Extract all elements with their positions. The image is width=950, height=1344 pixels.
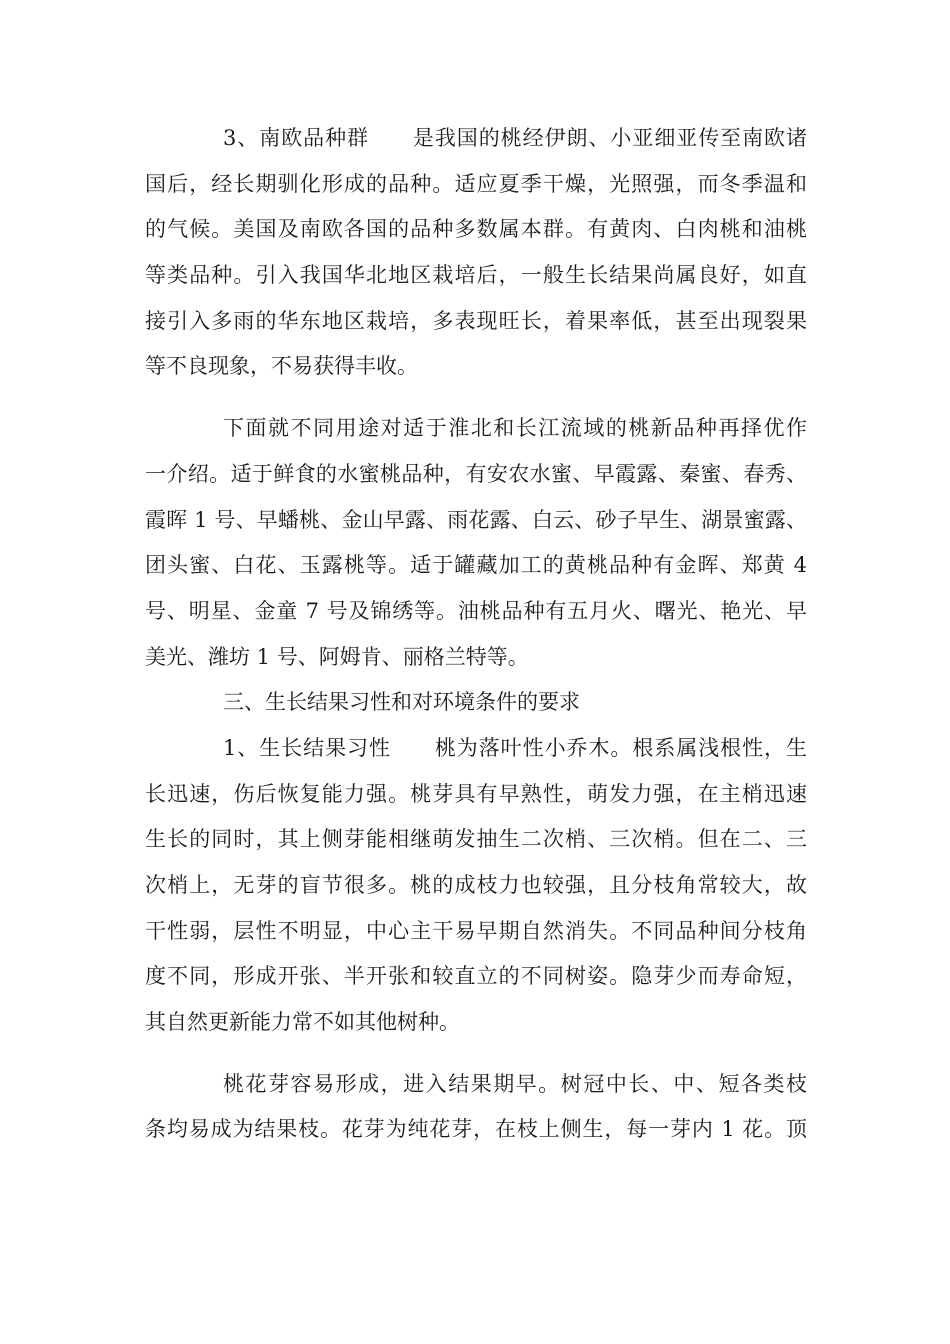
- paragraph-growth-habit: [145, 726, 807, 1046]
- text-line: 号、明星、金童 7 号及锦绣等。油桃品种有五月火、曙光、艳光、早: [145, 598, 807, 623]
- text-line: 桃花芽容易形成，进入结果期早。树冠中长、中、短各类枝: [223, 1071, 807, 1096]
- paragraph-south-europe-group: [145, 116, 807, 390]
- text-line: 条均易成为结果枝。花芽为纯花芽，在枝上侧生，每一芽内 1 花。顶: [145, 1117, 807, 1142]
- text-line: 其自然更新能力常不如其他树种。: [145, 1010, 460, 1035]
- text-line: 霞晖 1 号、早蟠桃、金山早露、雨花露、白云、砂子早生、湖景蜜露、: [145, 507, 807, 532]
- document-body: [145, 116, 807, 1153]
- text-line: 1、生长结果习性 桃为落叶性小乔木。根系属浅根性，生: [223, 735, 807, 760]
- text-line: 接引入多雨的华东地区栽培，多表现旺长，着果率低，甚至出现裂果: [145, 308, 807, 333]
- text-line: 美光、潍坊 1 号、阿姆肯、丽格兰特等。: [145, 644, 529, 669]
- text-line: 团头蜜、白花、玉露桃等。适于罐藏加工的黄桃品种有金晖、郑黄 4: [145, 553, 807, 578]
- text-line: 次梢上，无芽的盲节很多。桃的成枝力也较强，且分枝角常较大，故: [145, 873, 807, 897]
- text-line: 3、南欧品种群 是我国的桃经伊朗、小亚细亚传至南欧诸: [223, 126, 807, 150]
- section-title: 三、生长结果习性和对环境条件的要求: [223, 690, 580, 715]
- text-line: 度不同，形成开张、半开张和较直立的不同树姿。隐芽少而寿命短，: [145, 964, 807, 989]
- text-line: 等类品种。引入我国华北地区栽培后，一般生长结果尚属良好，如直: [145, 263, 807, 288]
- section-heading: [145, 680, 807, 726]
- text-line: 的气候。美国及南欧各国的品种多数属本群。有黄肉、白肉桃和油桃: [145, 217, 807, 242]
- text-line: 等不良现象，不易获得丰收。: [145, 354, 418, 379]
- paragraph-new-varieties: [145, 406, 807, 680]
- text-line: 下面就不同用途对适于淮北和长江流域的桃新品种再择优作: [223, 416, 807, 441]
- text-line: 干性弱，层性不明显，中心主干易早期自然消失。不同品种间分枝角: [145, 918, 807, 943]
- text-line: 长迅速，伤后恢复能力强。桃芽具有早熟性，萌发力强，在主梢迅速: [145, 781, 807, 806]
- text-line: 一介绍。适于鲜食的水蜜桃品种，有安农水蜜、早霞露、秦蜜、春秀、: [145, 461, 807, 486]
- text-line: 生长的同时，其上侧芽能相继萌发抽生二次梢、三次梢。但在二、三: [145, 827, 807, 852]
- paragraph-flower-bud: [145, 1062, 807, 1153]
- text-line: 国后，经长期驯化形成的品种。适应夏季干燥，光照强，而冬季温和: [145, 171, 807, 196]
